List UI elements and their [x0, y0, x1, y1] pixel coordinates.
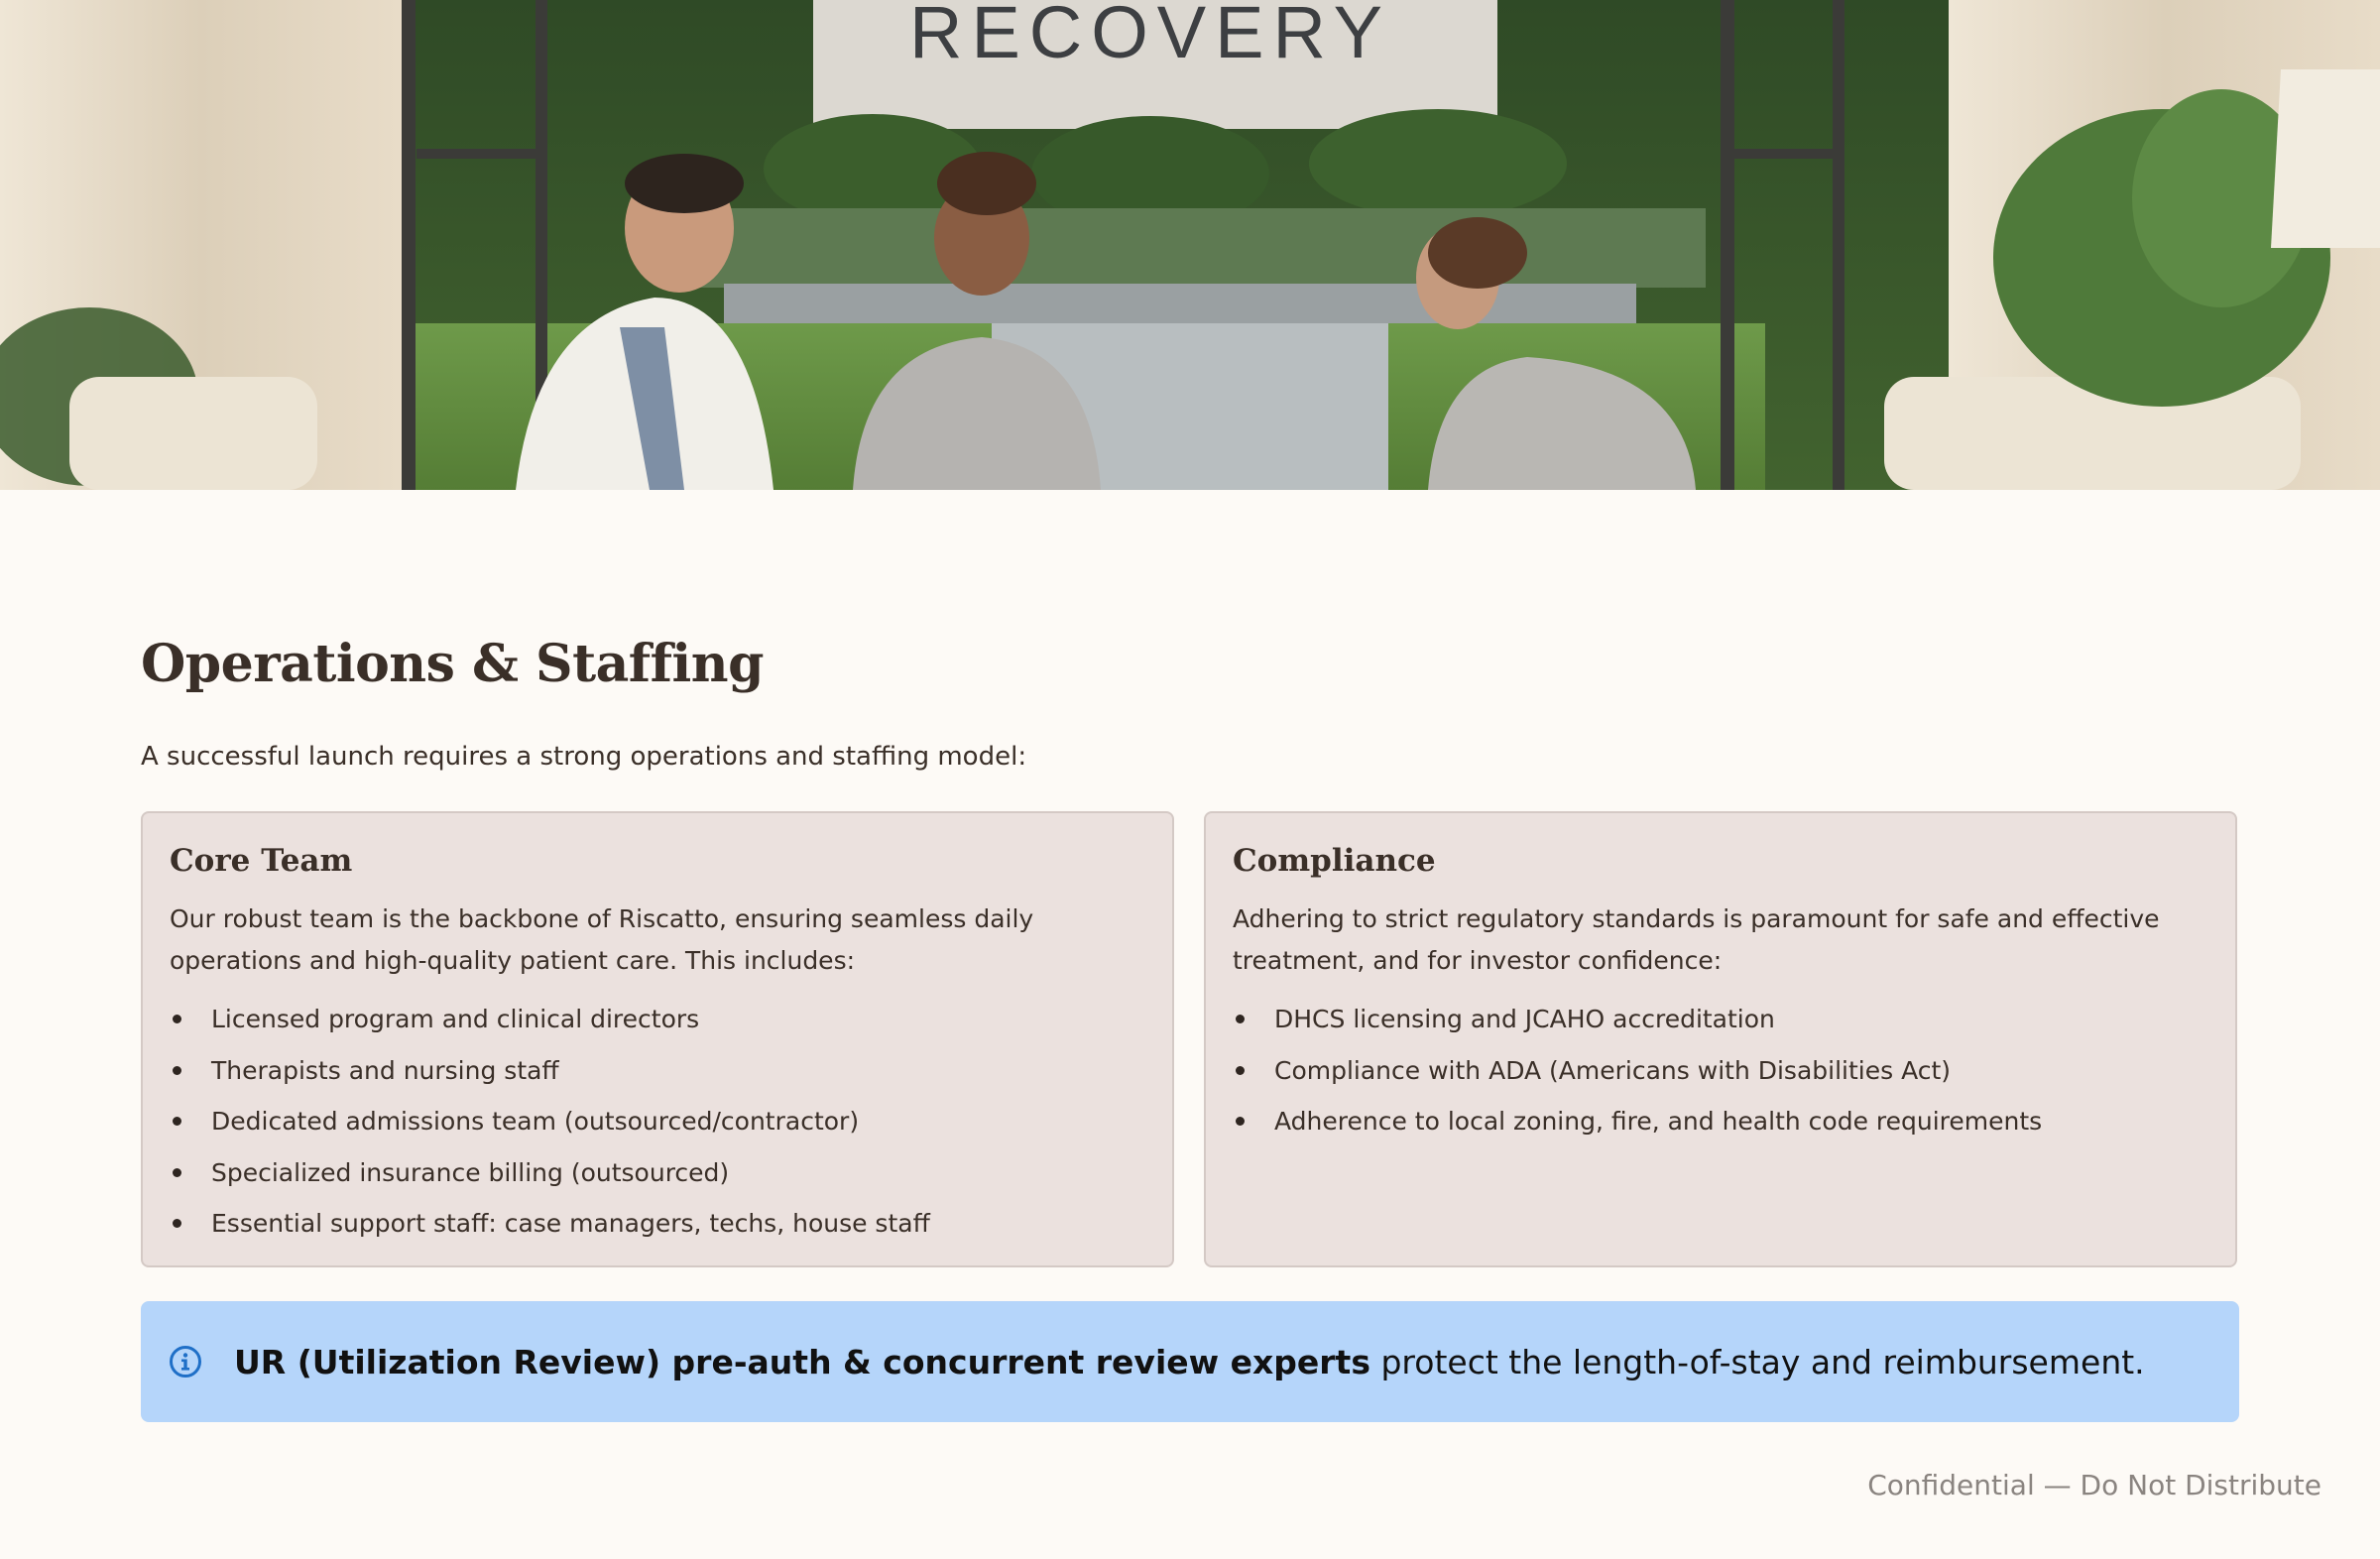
core-team-list [170, 994, 1146, 1250]
list-item [170, 1147, 1146, 1199]
intro-text: A successful launch requires a strong operations and staffing model: [141, 742, 1027, 772]
card-title: Compliance [1233, 843, 1436, 879]
card-description: Adhering to strict regulatory standards is paramount for safe and effective treatment, and for investor confidence: [1233, 904, 2160, 975]
callout-rest-text: protect the length-of-stay and reimbursement. [1369, 1342, 2145, 1381]
list-item [170, 994, 1146, 1045]
svg-text:RECOVERY: RECOVERY [909, 0, 1391, 73]
info-icon [169, 1345, 202, 1379]
list-item-text: Adherence to local zoning, fire, and health code requirements [1274, 1107, 2043, 1136]
list-item-text: Essential support staff: case managers, techs, house staff [211, 1209, 930, 1238]
bullet-icon [173, 1219, 181, 1228]
compliance-list [1233, 994, 2209, 1147]
bullet-icon [173, 1015, 181, 1023]
bullet-icon [173, 1066, 181, 1075]
callout-text [234, 1343, 2145, 1381]
card-title: Core Team [170, 843, 353, 879]
list-item [170, 1198, 1146, 1250]
confidential-footer: Confidential — Do Not Distribute [1867, 1469, 2321, 1501]
page-title: Operations & Staffing [141, 634, 764, 694]
list-item-text: DHCS licensing and JCAHO accreditation [1274, 1005, 1775, 1033]
card-description: Our robust team is the backbone of Riscatto, ensuring seamless daily operations and high-quality patient care. This includes: [170, 904, 1034, 975]
callout-strong-text: UR (Utilization Review) pre-auth & concurrent review experts [234, 1342, 1370, 1381]
core-team-card [141, 811, 1174, 1267]
list-item-text: Therapists and nursing staff [211, 1055, 559, 1085]
list-item [1233, 1045, 2209, 1097]
bullet-icon [1236, 1015, 1245, 1023]
bullet-icon [173, 1117, 181, 1126]
bullet-icon [1236, 1066, 1245, 1075]
list-item [1233, 1096, 2209, 1147]
list-item-text: Licensed program and clinical directors [211, 1005, 700, 1033]
bullet-icon [173, 1168, 181, 1177]
info-callout [141, 1301, 2239, 1422]
list-item [170, 1045, 1146, 1097]
hero-image [0, 0, 2380, 490]
compliance-card [1204, 811, 2237, 1267]
list-item [1233, 994, 2209, 1045]
list-item-text: Specialized insurance billing (outsourced) [211, 1157, 730, 1187]
list-item-text: Dedicated admissions team (outsourced/contractor) [211, 1107, 860, 1136]
list-item [170, 1096, 1146, 1147]
bullet-icon [1236, 1117, 1245, 1126]
list-item-text: Compliance with ADA (Americans with Disabilities Act) [1274, 1055, 1952, 1085]
